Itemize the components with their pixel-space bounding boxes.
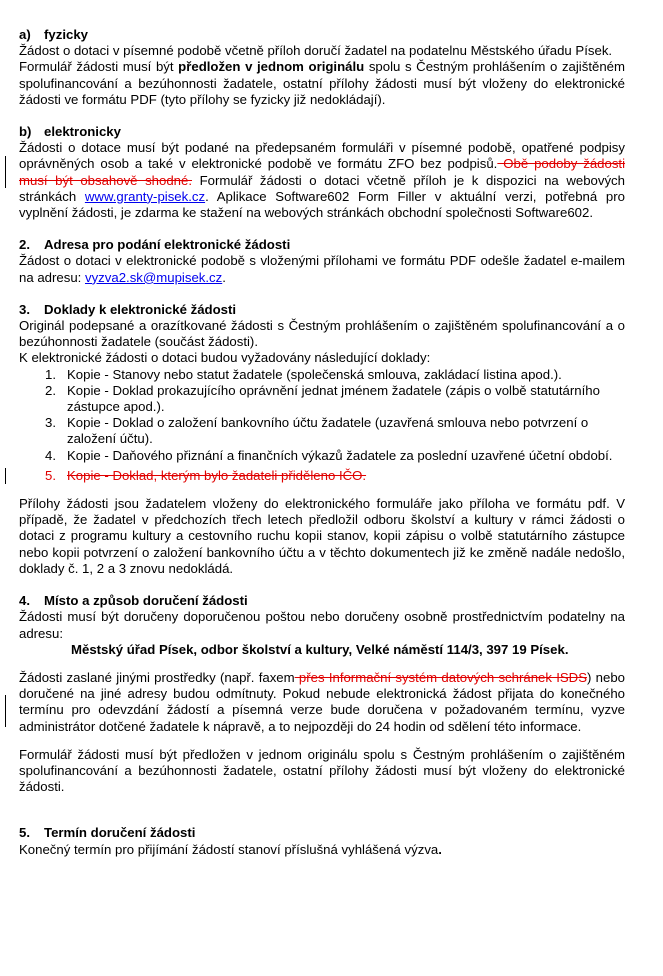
section-4-title: Místo a způsob doručení žádosti (44, 593, 248, 609)
section-3-documents (19, 302, 625, 577)
revision-bar (5, 695, 6, 727)
delivery-address: Městský úřad Písek, odbor školství a kultury, Velké náměstí 114/3, 397 19 Písek. (71, 641, 569, 657)
list-item-number: 4. (45, 447, 56, 463)
list-item-number: 3. (45, 415, 56, 431)
section-b-p1-end: . Aplikace Software602 Form Filler v aktuální verzi, potřebná pro vyplnění žádosti, je zdarma ke stažení na webových stránkách obchodní společnosti Software602. (19, 188, 625, 221)
section-4-paragraph-1: Žádosti musí být doručeny doporučenou poštou nebo doručeny osobně prostřednictvím podatelny na adresu: (19, 609, 625, 641)
section-b-heading (19, 124, 625, 140)
section-b-p1: Žádosti o dotace musí být podané na předepsaném formuláři v písemné podobě, opatřené podpisy oprávněných osob a také v elektronické podobě ve formátu ZFO bez podpisů. (19, 140, 625, 172)
section-a-paragraph-1: Žádost o dotaci v písemné podobě včetně příloh doručí žadatel na podatelnu Městského úřadu Písek. (19, 43, 613, 59)
section-3-paragraph-1: Originál podepsané a orazítkované žádosti s Čestným prohlášením o zajištěném spolufinancování a o bezúhonnosti žadatele (součást žádosti). (19, 318, 625, 350)
section-4-label: 4. (19, 593, 30, 609)
section-a-p2-pre: Formulář žádosti musí být (19, 59, 179, 75)
section-b-electronic (19, 124, 625, 221)
list-item-text: Kopie - Doklad prokazujícího oprávnění jednat jménem žadatele (zápis o volbě statutárního zástupce apod.). (67, 382, 600, 415)
list-item (19, 448, 625, 464)
section-2-heading (19, 237, 625, 253)
section-2-p1-end: . (222, 269, 226, 285)
section-3-label: 3. (19, 301, 30, 317)
section-2-paragraph (19, 253, 625, 285)
section-a-paragraph-2 (19, 59, 625, 108)
documents-list (19, 367, 625, 484)
section-a-title: fyzicky (44, 27, 88, 42)
section-b-deleted-text: Obě podoby žádosti musí být obsahově shodné. (19, 156, 626, 188)
list-item-text: Kopie - Doklad o založení bankovního účtu žadatele (uzavřená smlouva nebo potvrzení o založení účtu). (67, 415, 589, 447)
section-5-p1: Konečný termín pro přijímání žádostí stanoví příslušná vyhlášená výzva (19, 841, 439, 857)
email-link[interactable]: vyzva2.sk@mupisek.cz (84, 269, 223, 285)
list-item-deleted (19, 468, 625, 484)
section-3-title: Doklady k elektronické žádosti (44, 301, 237, 317)
revision-bar (5, 468, 6, 484)
granty-pisek-link[interactable]: www.granty-pisek.cz (84, 188, 206, 204)
section-2-label: 2. (19, 237, 30, 253)
section-5-label: 5. (19, 825, 30, 841)
section-5-paragraph (19, 842, 625, 858)
section-3-paragraph-3: Přílohy žádosti jsou žadatelem vloženy do elektronického formuláře jako příloha ve formátu pdf. V případě, že žadatel v předchozích třech letech předložil odboru školství a kultury v rámci žádosti o dotaci z programu kultury a cestovního ruchu kopii stanov, kopii zápisu o volbě statutárního zástupce nebo kopii potvrzení o založení bankovního účtu a v těchto dokumentech již ke změně nadále nedošlo, doklady č. 1, 2 a 3 znovu nedokládá. (19, 496, 625, 576)
section-3-heading (19, 302, 625, 318)
section-2-address (19, 237, 625, 286)
section-a-heading (19, 27, 625, 43)
list-item-number: 5. (45, 467, 56, 483)
revision-bar (5, 156, 6, 188)
section-4-p2-post: ) nebo doručené na jiné adresy budou odmítnuty. Pokud nebude elektronická žádost přijata do konečného termínu pro odevzdání žádostí a písemná verze bude doručena v požadovaném termínu, vyzve administrátor dotčené žadatele k nápravě, a to nejpozději do 24 hodin od sdělení této informace. (19, 669, 625, 734)
section-4-paragraph-2 (19, 670, 625, 735)
section-4-p2-pre: Žádosti zaslané jinými prostředky (např. faxem (19, 669, 295, 685)
list-item-text: Kopie - Daňového přiznání a finančních výkazů žadatele za poslední uzavřené účetní období. (67, 447, 613, 463)
document-page (19, 27, 625, 858)
section-5-heading (19, 825, 625, 841)
section-a-p2-bold: předložen v jednom originálu (178, 59, 365, 75)
section-5-p1-end: . (438, 841, 442, 857)
section-2-title: Adresa pro podání elektronické žádosti (44, 237, 291, 253)
section-a-physical (19, 27, 625, 108)
section-a-label: a) (19, 27, 31, 42)
section-4-deleted-text: přes Informační systém datových schránek ISDS (294, 669, 587, 685)
list-item-text: Kopie - Doklad, kterým bylo žadateli přiděleno IČO. (67, 467, 367, 483)
section-3-paragraph-2: K elektronické žádosti o dotaci budou vyžadovány následující doklady: (19, 350, 431, 366)
section-4-delivery (19, 593, 625, 795)
list-item-number: 1. (45, 366, 56, 382)
section-4-paragraph-3: Formulář žádosti musí být předložen v jednom originálu spolu s Čestným prohlášením o zajištěném spolufinancování a bezúhonnosti žadatele, ostatní přílohy žádosti musí být vloženy do elektronické žádosti. (19, 746, 625, 795)
list-item (19, 367, 625, 383)
section-b-title: elektronicky (44, 124, 121, 140)
section-b-label: b) (19, 124, 32, 140)
list-item-text: Kopie - Stanovy nebo statut žadatele (společenská smlouva, zakládací listina apod.). (67, 366, 562, 382)
list-item (19, 383, 625, 415)
section-4-heading (19, 593, 625, 609)
list-item (19, 415, 625, 447)
section-5-title: Termín doručení žádosti (44, 825, 196, 841)
section-5-deadline (19, 825, 625, 857)
section-2-p1: Žádost o dotaci v elektronické podobě s vloženými přílohami ve formátu PDF odešle žadatel e-mailem na adresu: (19, 253, 625, 285)
list-item-number: 2. (45, 382, 56, 398)
section-b-p1-cont: Formulář žádosti o dotaci včetně příloh je k dispozici na webových stránkách (19, 172, 625, 204)
section-b-paragraph (19, 140, 625, 221)
section-a-p2-post: spolu s Čestným prohlášením o zajištěném spolufinancování a bezúhonnosti žadatele, ostatní přílohy žádosti musí být vloženy do elektronické žádosti ve formátu PDF (tyto přílohy se fyzicky již nedokládají). (19, 59, 625, 107)
